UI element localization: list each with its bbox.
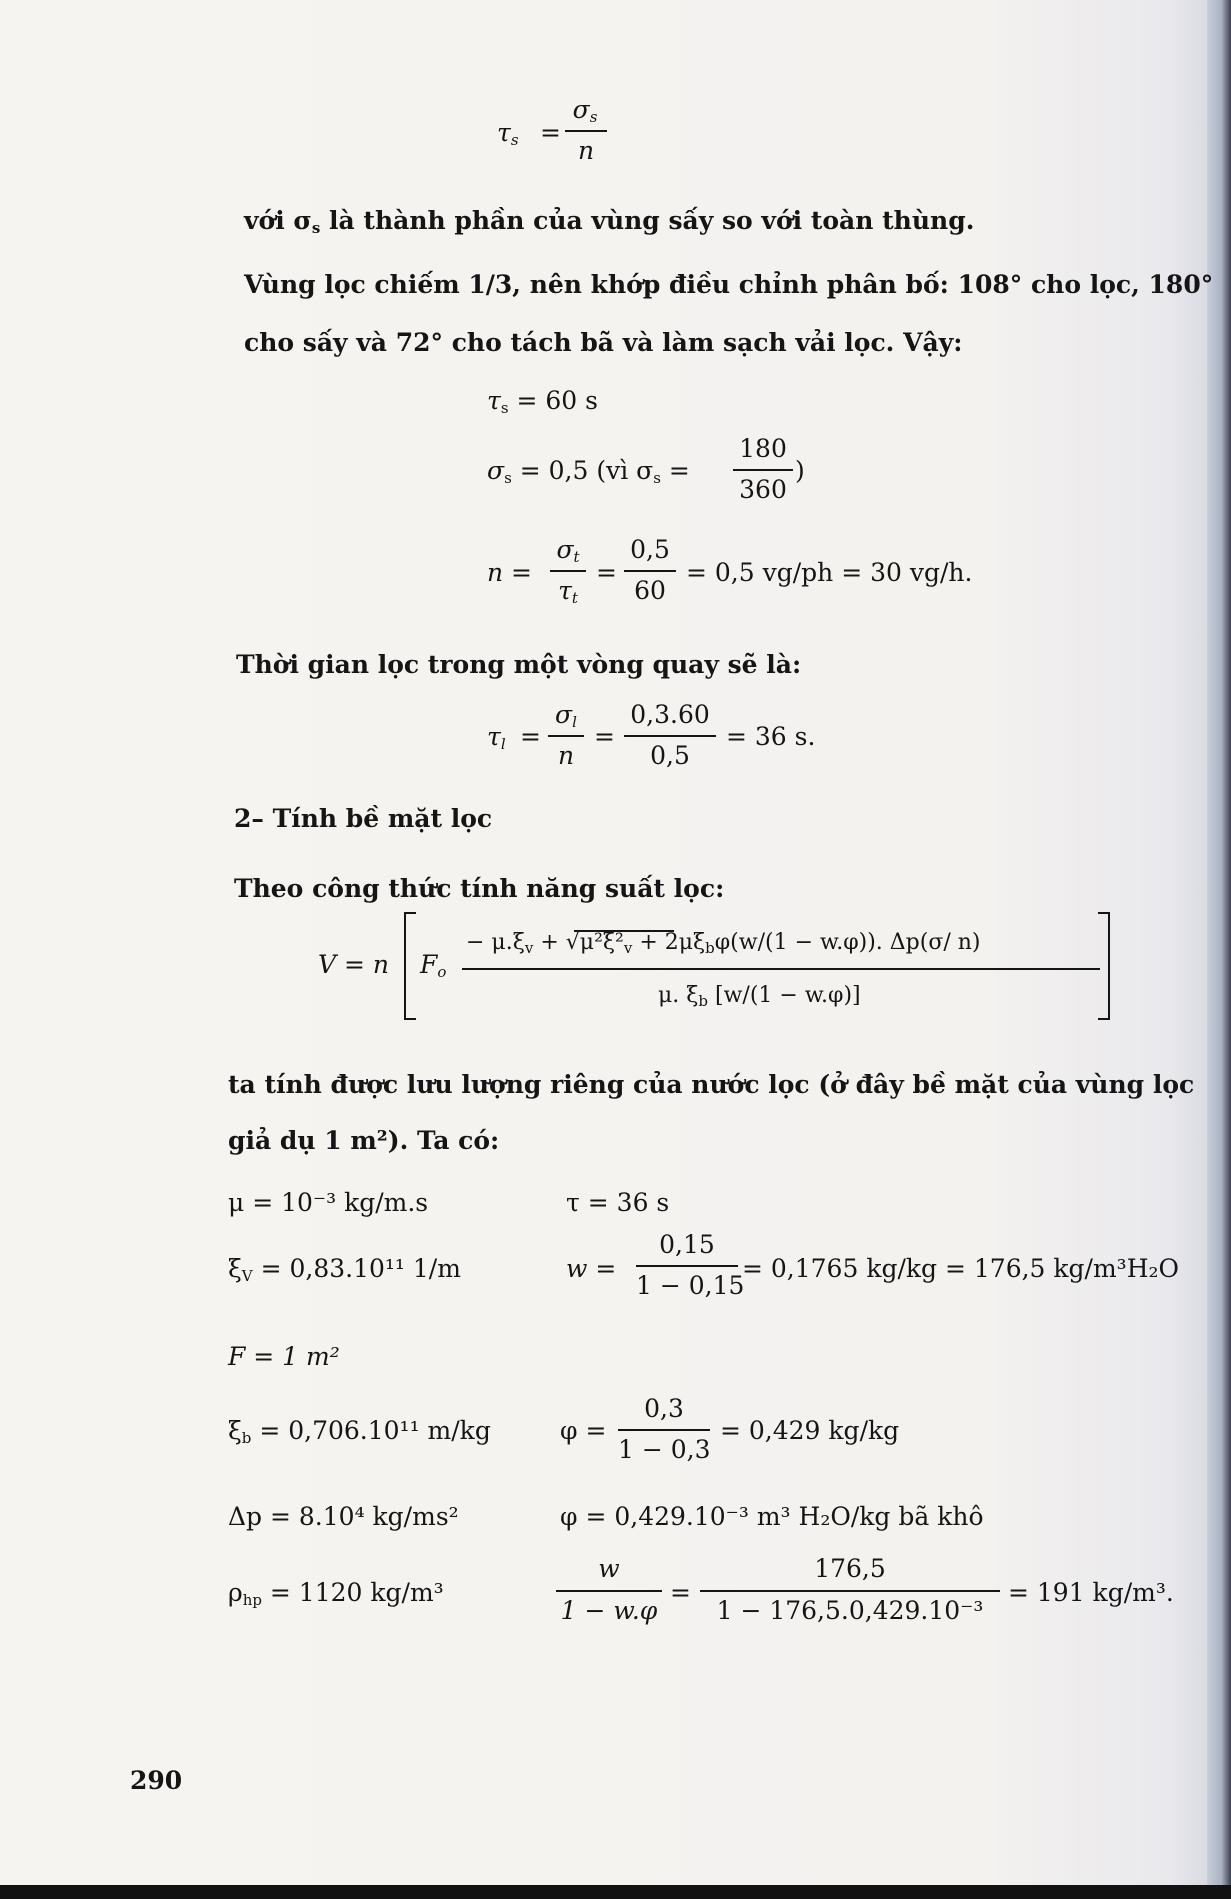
eq-sign: = [670,1578,691,1607]
param-phi-num: 0,3 [644,1394,684,1423]
section-heading: 2– Tính bề mặt lọc [234,804,493,833]
scan-border [0,1885,1231,1899]
bracket-right [1098,912,1110,1020]
eq-sign: = [596,558,617,587]
eq-numerator: $\sigma_s$ [572,95,598,126]
eq-sign: = [520,722,541,751]
fraction-bar [624,570,676,572]
eq-v-denominator: μ. $\xi_b$ [w/(1 − w.φ)] [658,983,861,1010]
param-w-rest: = 0,1765 kg/kg = 176,5 kg/m³H₂O [742,1254,1180,1283]
fraction-bar [700,1590,1000,1592]
fraction-bar [462,968,1100,970]
eq-sigma-close: ) [795,456,805,485]
param-F: F = 1 m² [228,1342,340,1371]
eq-sigma-num: 180 [739,434,787,463]
eq-taul-den1: n [557,741,575,770]
eq-taul-lhs: $\tau_l$ [487,722,506,753]
eq-sign: = [594,722,615,751]
eq-n-rest: = 0,5 vg/ph = 30 vg/h. [686,558,973,587]
param-xi-b: $\xi_b = 0,706.10^{11}$ m/kg [228,1416,491,1447]
param-phi-den: 1 − 0,3 [618,1435,711,1464]
eq-n-num1: $\sigma_t$ [556,535,580,566]
fraction-bar [624,735,716,737]
param-frac-num: w [598,1554,620,1583]
eq-n-den2: 60 [634,576,666,605]
param-rho: $\rho_{hp} = 1120$ kg/m³ [228,1578,444,1609]
eq-sigma-den: 360 [739,475,787,504]
eq-v-lhs: V = n [318,950,389,979]
text-line-7: giả dụ 1 m²). Ta có: [228,1126,500,1155]
fraction-bar [548,735,584,737]
sqrt-bar [574,930,674,932]
param-frac-rest: = 191 kg/m³. [1008,1578,1174,1607]
eq-taul-num2: 0,3.60 [630,700,710,729]
fraction-bar [550,570,586,572]
equation-tau-value: $\tau_s = 60$ s [487,386,598,417]
text-line-2: Vùng lọc chiếm 1/3, nên khớp điều chỉnh phân bố: 108° cho lọc, 180° [244,270,1214,299]
fraction-bar [733,469,793,471]
text-line-1: với $\sigma_s$ là thành phần của vùng sấy so với toàn thùng. [244,206,975,237]
fraction-bar [565,130,607,132]
param-mu: μ = 10⁻³ kg/m.s [228,1188,429,1217]
fraction-bar [618,1429,710,1431]
eq-sigma-lhs: $\sigma_s = 0,5$ (vì $\sigma_s$ = [487,456,690,487]
text-line-5: Theo công thức tính năng suất lọc: [234,874,725,903]
eq-sign: = [540,118,561,147]
text-line-6: ta tính được lưu lượng riêng của nước lọc (ở đây bề mặt của vùng lọc [228,1070,1195,1099]
param-phi-lhs: φ = [560,1416,607,1445]
page-number: 290 [130,1766,183,1795]
bracket-left [404,912,416,1020]
param-dp: Δp = 8.10⁴ kg/ms² [228,1502,459,1531]
eq-taul-rest: = 36 s. [726,722,816,751]
eq-taul-den2: 0,5 [650,741,690,770]
fraction-bar [636,1265,738,1267]
text-line-4: Thời gian lọc trong một vòng quay sẽ là: [236,650,802,679]
eq-denominator: n [577,136,595,165]
param-phi-rest: = 0,429 kg/kg [720,1416,900,1445]
eq-n-num2: 0,5 [630,535,670,564]
param-frac2-num: 176,5 [814,1554,886,1583]
param-frac2-den: 1 − 176,5.0,429.10⁻³ [716,1596,984,1625]
param-w-num: 0,15 [659,1230,715,1259]
eq-v-numerator: − $\mu.\xi_v + √\mu^2\xi^2_v + 2\mu\xi_b\varphi(w/(1 - w.\varphi))$. Δp(σ/ n) [466,930,981,957]
eq-n-den1: $\tau_t$ [558,576,578,607]
text-line-3: cho sấy và 72° cho tách bã và làm sạch vải lọc. Vậy: [244,328,963,357]
eq-taul-num1: $\sigma_l$ [555,700,577,731]
param-xi-v: $\xi_V = 0,83.10^{11}$ 1/m [228,1254,461,1285]
fraction-bar [556,1590,662,1592]
eq-n-lhs: n = [487,558,532,587]
param-w-den: 1 − 0,15 [636,1271,745,1300]
param-frac-den: 1 − w.φ [560,1596,658,1625]
param-tau: τ = 36 s [566,1188,670,1217]
param-w-lhs: w = [566,1254,617,1283]
eq-v-F: $F_o$ [420,950,447,981]
param-phi2: φ = 0,429.10⁻³ m³ H₂O/kg bã khô [560,1502,984,1531]
eq-lhs: $\tau_s$ [497,118,519,149]
